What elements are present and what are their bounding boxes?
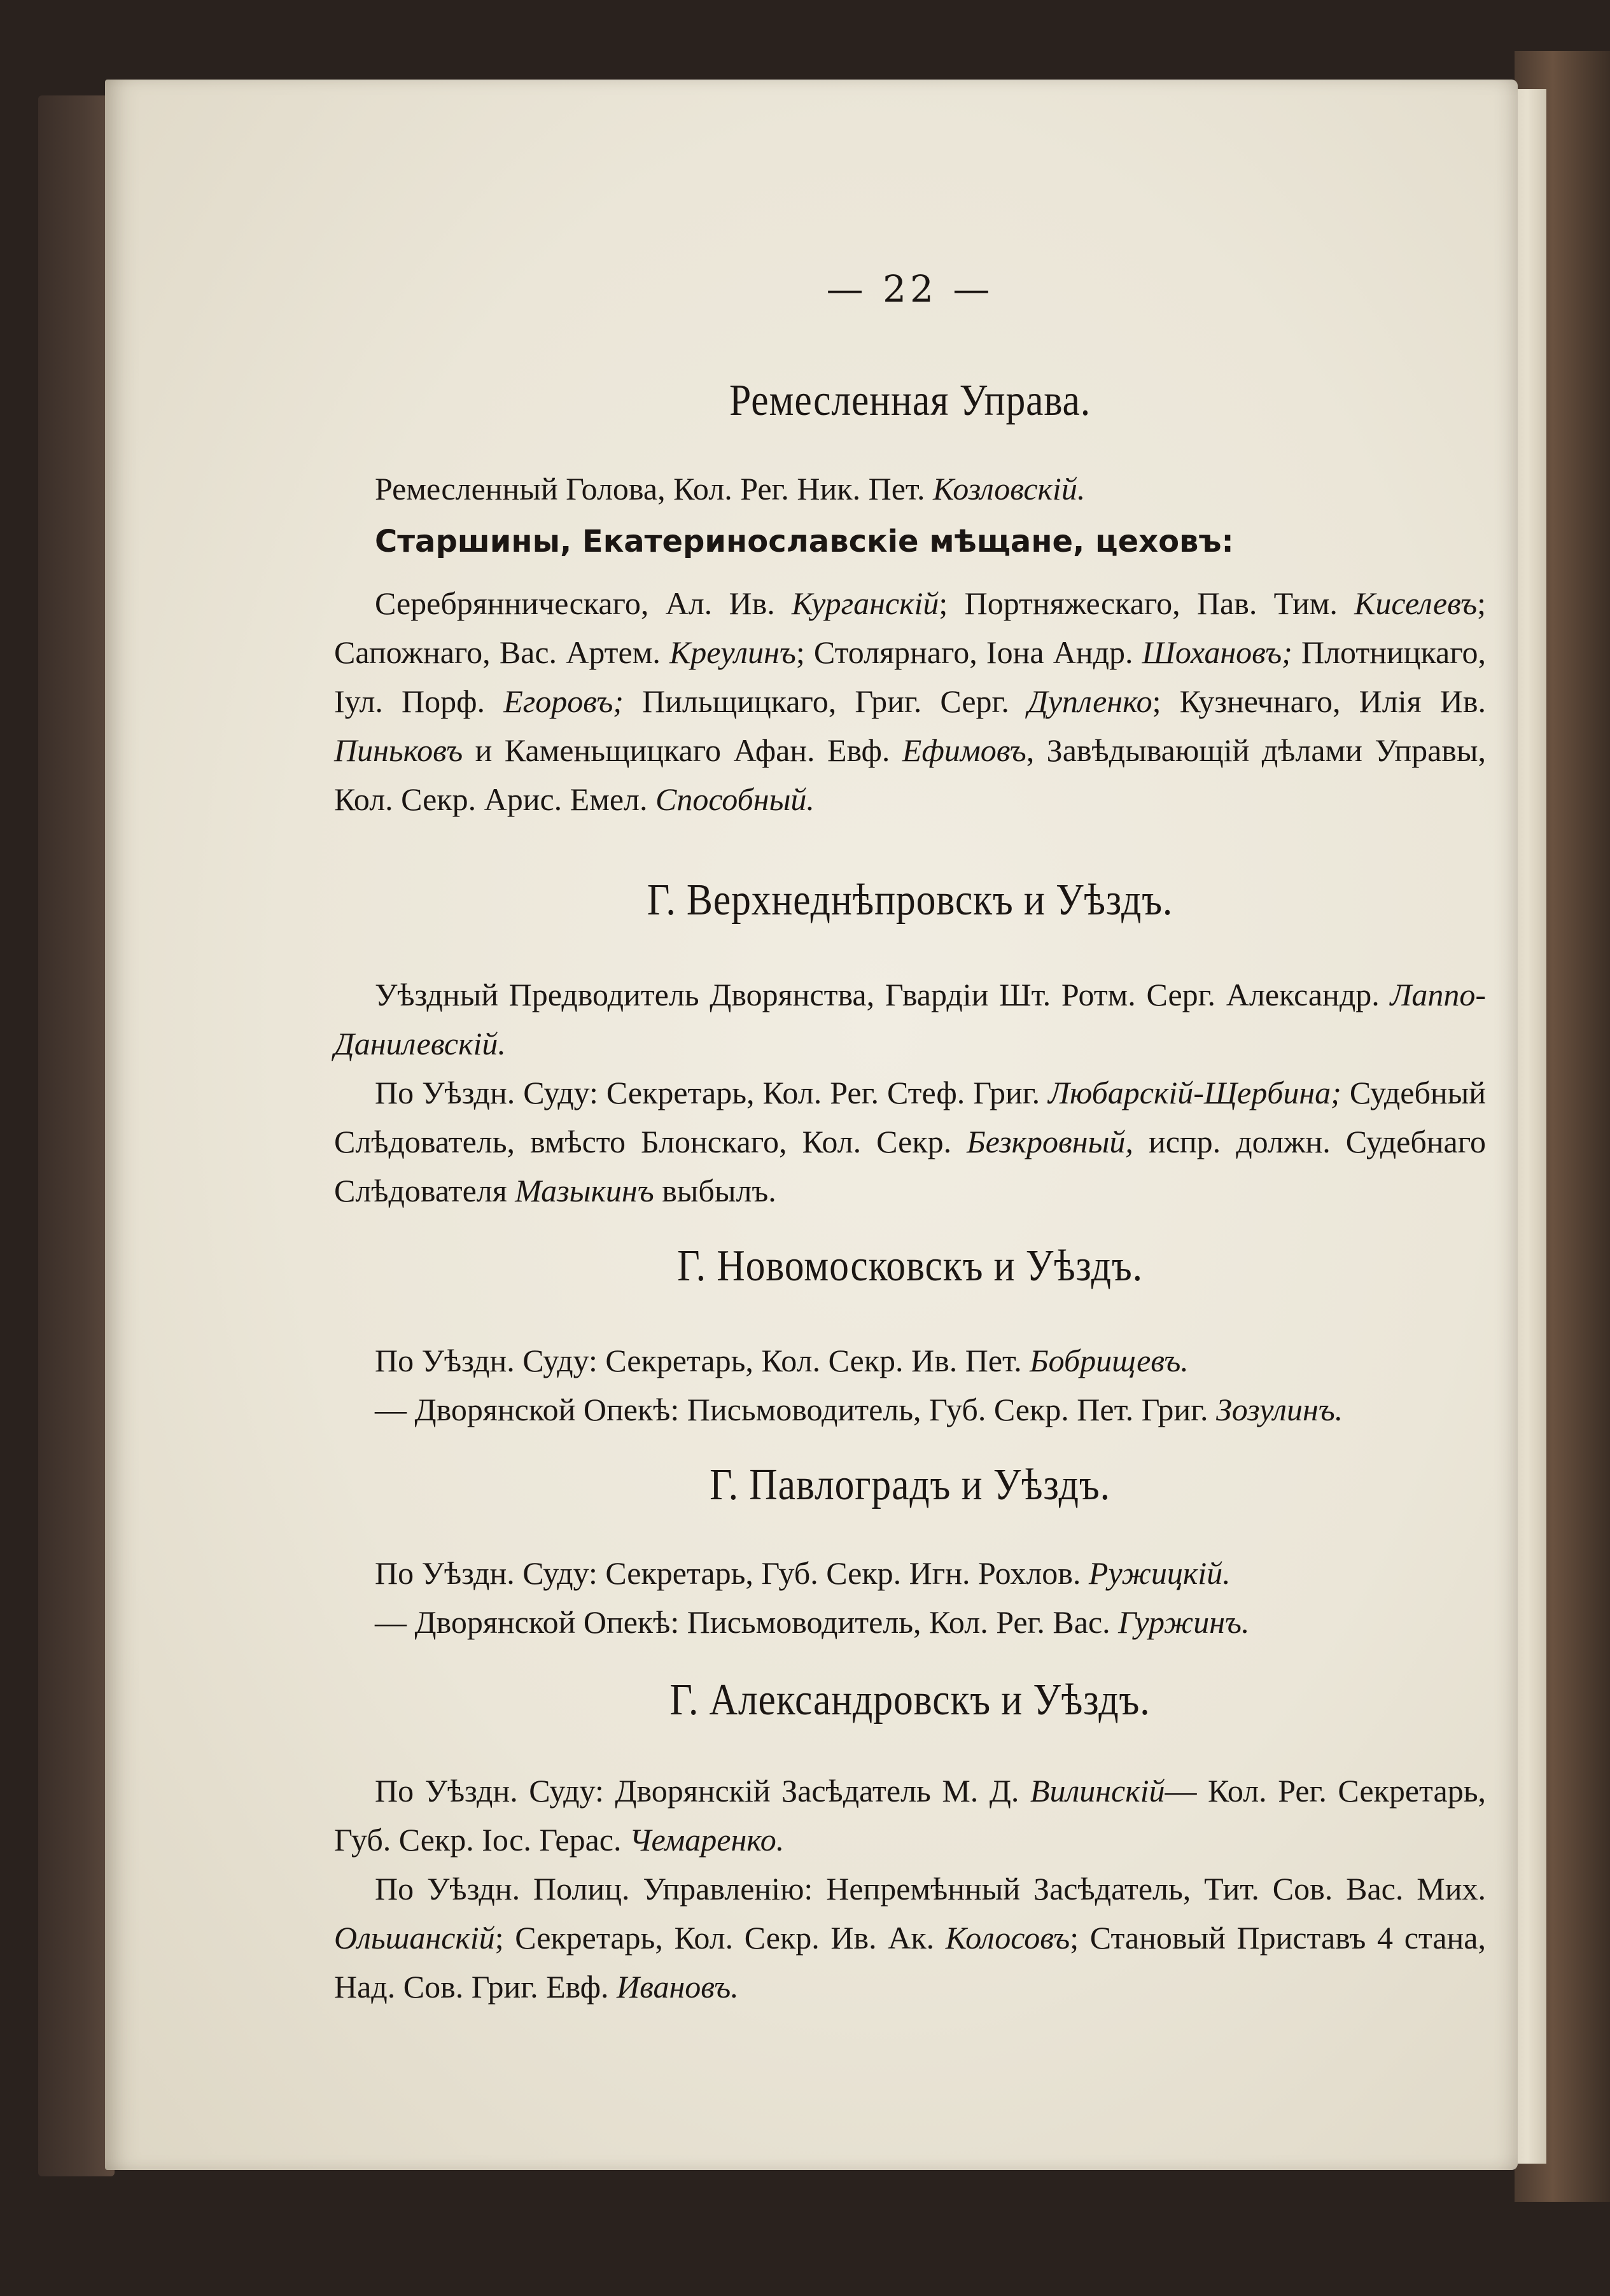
paragraph-uezdny-sud: По Уѣздн. Суду: Секретарь, Кол. Рег. Стеф. Григ. Любарскій-Щербина; Судебный Слѣдователь, вмѣсто Блонскаго, Кол. Секр. Безкровный, испр. должн. Судебнаго Слѣдователя Мазыкинъ выбылъ. bbox=[334, 1075, 1487, 1208]
paragraph-pavlograd-sud: По Уѣздн. Суду: Секретарь, Губ. Секр. Игн. Рохлов. Ружицкій. bbox=[375, 1555, 1231, 1591]
page-number: — 22 — bbox=[826, 267, 994, 311]
subheading-starshiny: Старшины, Екатеринославскіе мѣщане, цеховъ: bbox=[375, 524, 1234, 559]
section-title-remeslennaya-uprava: Ремесленная Управа. bbox=[729, 376, 1091, 425]
paragraph-starshiny-list: Серебрянническаго, Ал. Ив. Курганскій; Портняжескаго, Пав. Тим. Киселевъ; Сапожнаго, Вас. Артем. Креулинъ; Столярнаго, Іона Андр. Шохановъ; Плотницкаго, Іул. Порф. Егоровъ; Пильщицкаго, Григ. Серг. Дупленко; Кузнечнаго, Илія Ив. Пиньковъ и Каменьщицкаго Афан. Евф. Ефимовъ, Завѣдывающій дѣлами Управы, Кол. Секр. Арис. Емел. Способный. bbox=[334, 585, 1487, 817]
paragraph-predvoditel: Уѣздный Предводитель Дворянства, Гвардіи Шт. Ротм. Серг. Александр. Лаппо-Данилевскій. bbox=[334, 977, 1486, 1061]
book-cover-left bbox=[38, 95, 115, 2176]
paragraph-novomoskovsk-sud: По Уѣздн. Суду: Секретарь, Кол. Секр. Ив. Пет. Бобрищевъ. bbox=[375, 1343, 1189, 1378]
paragraph-aleksandrovsk-sud: По Уѣздн. Суду: Дворянскій Засѣдатель М. Д. Вилинскій— Кол. Рег. Секретарь, Губ. Секр. Іос. Герас. Чемаренко. bbox=[334, 1773, 1486, 1858]
paragraph-aleksandrovsk-politsiya: По Уѣздн. Полиц. Управленію: Непремѣнный Засѣдатель, Тит. Сов. Вас. Мих. Ольшанскій; Секретарь, Кол. Секр. Ив. Ак. Колосовъ; Становый Приставъ 4 стана, Над. Сов. Григ. Евф. Ивановъ. bbox=[334, 1871, 1486, 2005]
section-title-verkhnedneprovsk: Г. Верхнеднѣпровскъ и Уѣздъ. bbox=[647, 876, 1173, 925]
page-text bbox=[334, 175, 1486, 2012]
section-title-pavlograd: Г. Павлоградъ и Уѣздъ. bbox=[710, 1460, 1110, 1509]
paragraph-novomoskovsk-opeka: — Дворянской Опекѣ: Письмоводитель, Губ. Секр. Пет. Григ. Зозулинъ. bbox=[375, 1392, 1343, 1427]
book-page bbox=[105, 80, 1518, 2170]
paragraph-remeslenny-golova: Ремесленный Голова, Кол. Рег. Ник. Пет. Козловскій. bbox=[375, 471, 1086, 507]
section-title-novomoskovsk: Г. Новомосковскъ и Уѣздъ. bbox=[677, 1242, 1143, 1291]
paragraph-pavlograd-opeka: — Дворянской Опекѣ: Письмоводитель, Кол. Рег. Вас. Гуржинъ. bbox=[375, 1604, 1250, 1640]
section-title-aleksandrovsk: Г. Александровскъ и Уѣздъ. bbox=[669, 1676, 1151, 1725]
